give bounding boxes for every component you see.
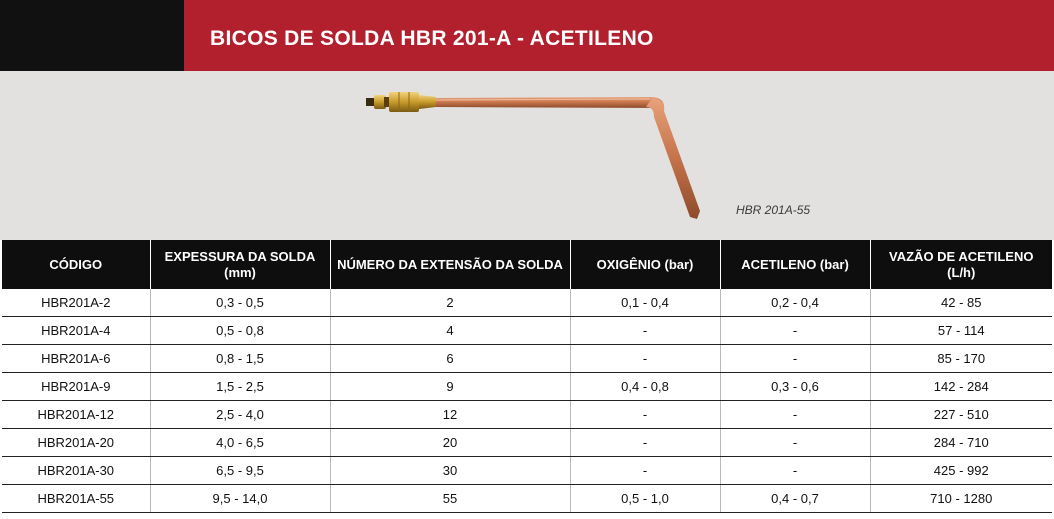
cell-acetileno: 0,3 - 0,6 (720, 373, 870, 401)
cell-vazao: 42 - 85 (870, 289, 1052, 317)
cell-acetileno: - (720, 345, 870, 373)
product-photo-area (0, 71, 1054, 240)
header-acetileno: ACETILENO (bar) (720, 240, 870, 289)
cell-oxigenio: - (570, 401, 720, 429)
header-vazao: VAZÃO DE ACETILENO (L/h) (870, 240, 1052, 289)
brass-sleeve (419, 95, 436, 109)
cell-codigo: HBR201A-2 (2, 289, 150, 317)
header-codigo: CÓDIGO (2, 240, 150, 289)
cell-numero: 2 (330, 289, 570, 317)
brass-nut (389, 92, 419, 112)
page-title: BICOS DE SOLDA HBR 201-A - ACETILENO (210, 27, 654, 50)
table-row (2, 345, 1052, 373)
cell-codigo: HBR201A-20 (2, 429, 150, 457)
specs-table (2, 240, 1052, 513)
cell-oxigenio: - (570, 317, 720, 345)
cell-acetileno: - (720, 401, 870, 429)
table-row (2, 457, 1052, 485)
cell-numero: 9 (330, 373, 570, 401)
cell-oxigenio: 0,1 - 0,4 (570, 289, 720, 317)
cell-numero: 4 (330, 317, 570, 345)
cell-acetileno: - (720, 317, 870, 345)
cell-codigo: HBR201A-6 (2, 345, 150, 373)
cell-acetileno: 0,2 - 0,4 (720, 289, 870, 317)
cell-espessura: 6,5 - 9,5 (150, 457, 330, 485)
cell-codigo: HBR201A-4 (2, 317, 150, 345)
copper-tube-bend (646, 98, 700, 219)
cell-espessura: 2,5 - 4,0 (150, 401, 330, 429)
table-row (2, 317, 1052, 345)
cell-numero: 6 (330, 345, 570, 373)
cell-vazao: 227 - 510 (870, 401, 1052, 429)
title-banner-black-block (0, 0, 184, 71)
cell-acetileno: - (720, 429, 870, 457)
cell-oxigenio: 0,4 - 0,8 (570, 373, 720, 401)
welding-tip-illustration (0, 71, 1054, 240)
cell-vazao: 142 - 284 (870, 373, 1052, 401)
table-row (2, 485, 1052, 513)
cell-oxigenio: 0,5 - 1,0 (570, 485, 720, 513)
cell-codigo: HBR201A-55 (2, 485, 150, 513)
cell-espessura: 0,3 - 0,5 (150, 289, 330, 317)
product-caption: HBR 201A-55 (736, 203, 811, 217)
cell-vazao: 284 - 710 (870, 429, 1052, 457)
cell-acetileno: 0,4 - 0,7 (720, 485, 870, 513)
cell-espessura: 0,8 - 1,5 (150, 345, 330, 373)
table-row (2, 401, 1052, 429)
header-oxigenio: OXIGÊNIO (bar) (570, 240, 720, 289)
cell-vazao: 710 - 1280 (870, 485, 1052, 513)
cell-oxigenio: - (570, 345, 720, 373)
table-row (2, 373, 1052, 401)
table-header-row (2, 240, 1052, 289)
title-banner (0, 0, 1054, 71)
cell-numero: 12 (330, 401, 570, 429)
cell-oxigenio: - (570, 457, 720, 485)
cell-codigo: HBR201A-30 (2, 457, 150, 485)
cell-numero: 20 (330, 429, 570, 457)
cell-oxigenio: - (570, 429, 720, 457)
cell-espessura: 0,5 - 0,8 (150, 317, 330, 345)
cell-espessura: 9,5 - 14,0 (150, 485, 330, 513)
cell-vazao: 85 - 170 (870, 345, 1052, 373)
cell-codigo: HBR201A-9 (2, 373, 150, 401)
cell-espessura: 4,0 - 6,5 (150, 429, 330, 457)
header-numero-extensao: NÚMERO DA EXTENSÃO DA SOLDA (330, 240, 570, 289)
table-row (2, 289, 1052, 317)
cell-acetileno: - (720, 457, 870, 485)
header-espessura: EXPESSURA DA SOLDA (mm) (150, 240, 330, 289)
cell-vazao: 57 - 114 (870, 317, 1052, 345)
cell-numero: 55 (330, 485, 570, 513)
cell-vazao: 425 - 992 (870, 457, 1052, 485)
cell-espessura: 1,5 - 2,5 (150, 373, 330, 401)
cell-codigo: HBR201A-12 (2, 401, 150, 429)
table-row (2, 429, 1052, 457)
cell-numero: 30 (330, 457, 570, 485)
